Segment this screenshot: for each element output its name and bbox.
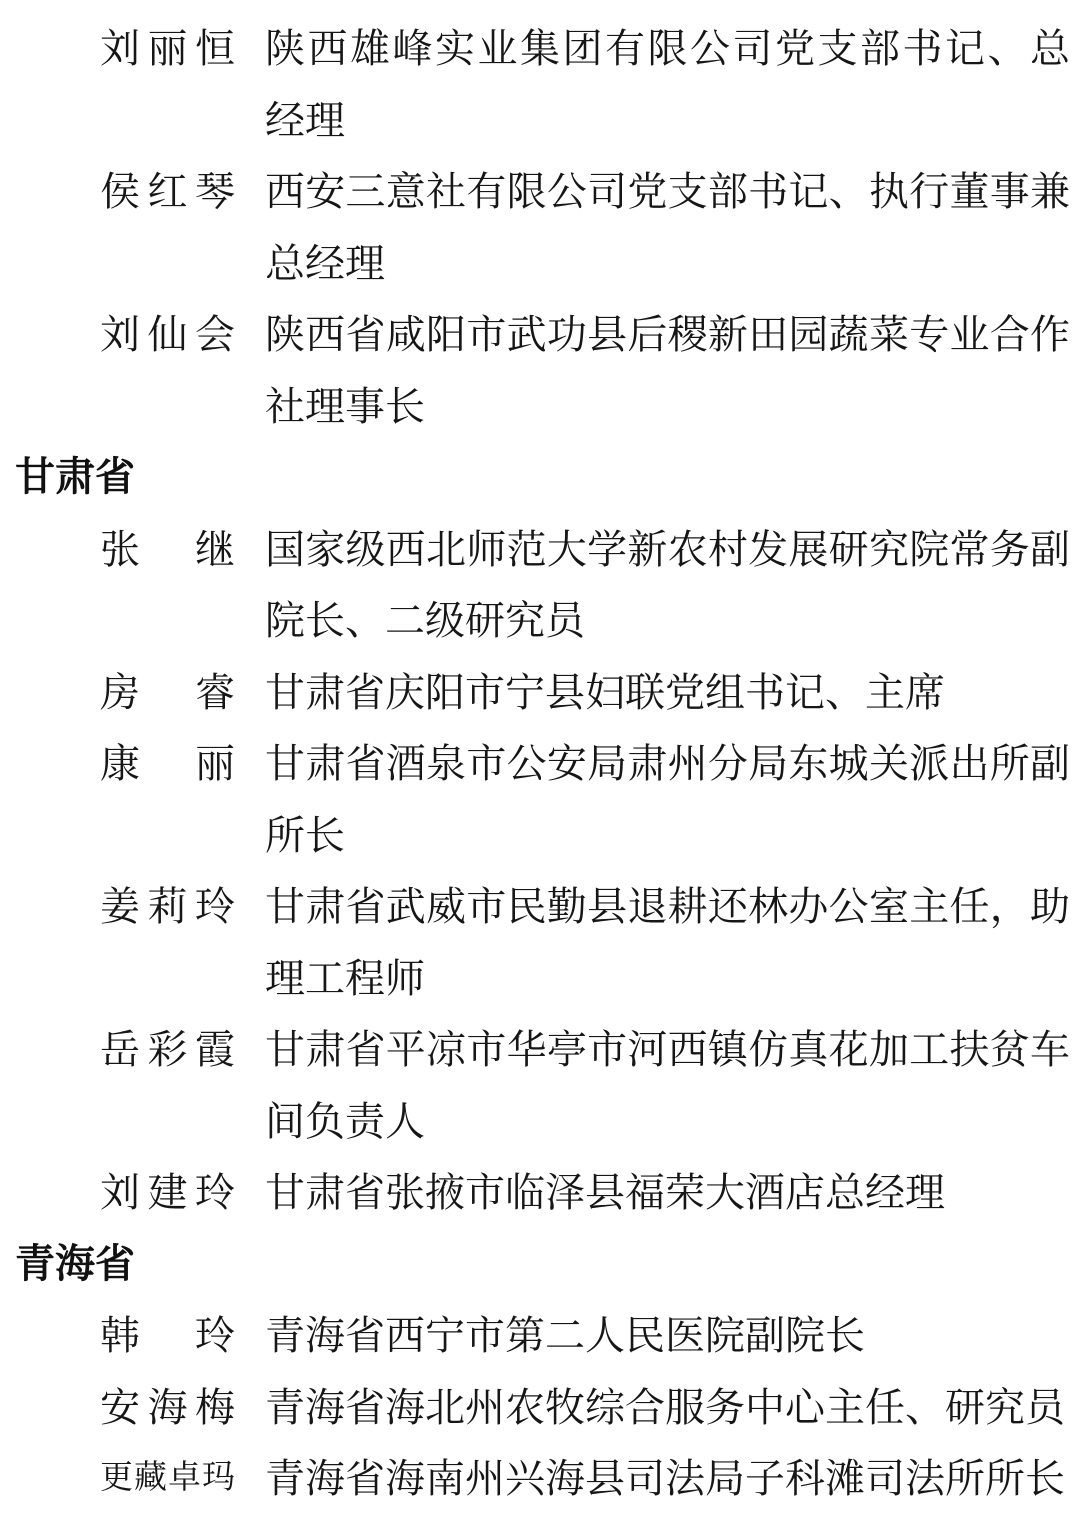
position-line: 甘肃省平凉市华亭市河西镇仿真花加工扶贫车 (265, 1027, 1070, 1072)
entry-row (0, 156, 1080, 299)
position-line: 陕西雄峰实业集团有限公司党支部书记、总 (265, 26, 1070, 71)
entry-row (0, 13, 1080, 156)
person-position (265, 1157, 1070, 1229)
person-name: 刘建玲 (100, 1170, 235, 1215)
position-line: 甘肃省张掖市临泽县福荣大酒店总经理 (265, 1170, 945, 1215)
person-position (265, 13, 1070, 156)
position-line: 院长、二级研究员 (265, 598, 585, 643)
person-name: 更藏卓玛 (100, 1460, 235, 1496)
entry-row (0, 1443, 1080, 1515)
person-name: 姜莉玲 (100, 884, 235, 929)
person-position (265, 1300, 1070, 1372)
person-name: 刘仙会 (100, 312, 235, 357)
position-line: 西安三意社有限公司党支部书记、执行董事兼 (265, 169, 1070, 214)
person-position (265, 871, 1070, 1014)
position-line: 甘肃省庆阳市宁县妇联党组书记、主席 (265, 669, 945, 715)
position-line: 甘肃省酒泉市公安局肃州分局东城关派出所副 (265, 741, 1070, 786)
person-position (265, 657, 1070, 729)
entry-row (0, 1157, 1080, 1229)
position-line: 理工程师 (265, 955, 425, 1001)
position-line: 间负责人 (265, 1098, 425, 1144)
position-line: 陕西省咸阳市武功县后稷新田园蔬菜专业合作 (265, 312, 1070, 357)
entry-row (0, 1014, 1080, 1157)
entry-row (0, 657, 1080, 729)
person-name: 房睿 (100, 669, 235, 715)
person-position (265, 1014, 1070, 1157)
province-header: 甘肃省 (15, 455, 135, 499)
position-line: 社理事长 (265, 383, 425, 429)
position-line: 所长 (265, 812, 345, 858)
person-name: 韩玲 (100, 1313, 235, 1358)
person-position (265, 156, 1070, 299)
position-line: 青海省海南州兴海县司法局子科滩司法所所长 (265, 1456, 1065, 1501)
person-position (265, 1443, 1070, 1515)
entry-row (0, 299, 1080, 442)
person-name: 康丽 (100, 741, 235, 786)
entry-row (0, 728, 1080, 871)
position-line: 青海省西宁市第二人民医院副院长 (265, 1313, 865, 1358)
entry-row (0, 1372, 1080, 1444)
person-name: 岳彩霞 (100, 1027, 235, 1072)
position-line: 青海省海北州农牧综合服务中心主任、研究员 (265, 1384, 1065, 1430)
position-line: 国家级西北师范大学新农村发展研究院常务副 (265, 526, 1070, 572)
person-position (265, 299, 1070, 442)
province-header: 青海省 (15, 1241, 135, 1286)
entry-row (0, 871, 1080, 1014)
person-name: 侯红琴 (100, 169, 235, 214)
position-line: 总经理 (265, 240, 385, 286)
person-name: 张继 (100, 526, 235, 572)
person-position (265, 514, 1070, 657)
entry-row (0, 1300, 1080, 1372)
person-position (265, 728, 1070, 871)
entry-row (0, 514, 1080, 657)
position-line: 经理 (265, 97, 345, 143)
person-name: 刘丽恒 (100, 26, 235, 71)
position-line: 甘肃省武威市民勤县退耕还林办公室主任，助 (265, 884, 1070, 929)
person-position (265, 1372, 1070, 1444)
person-name: 安海梅 (100, 1384, 235, 1430)
